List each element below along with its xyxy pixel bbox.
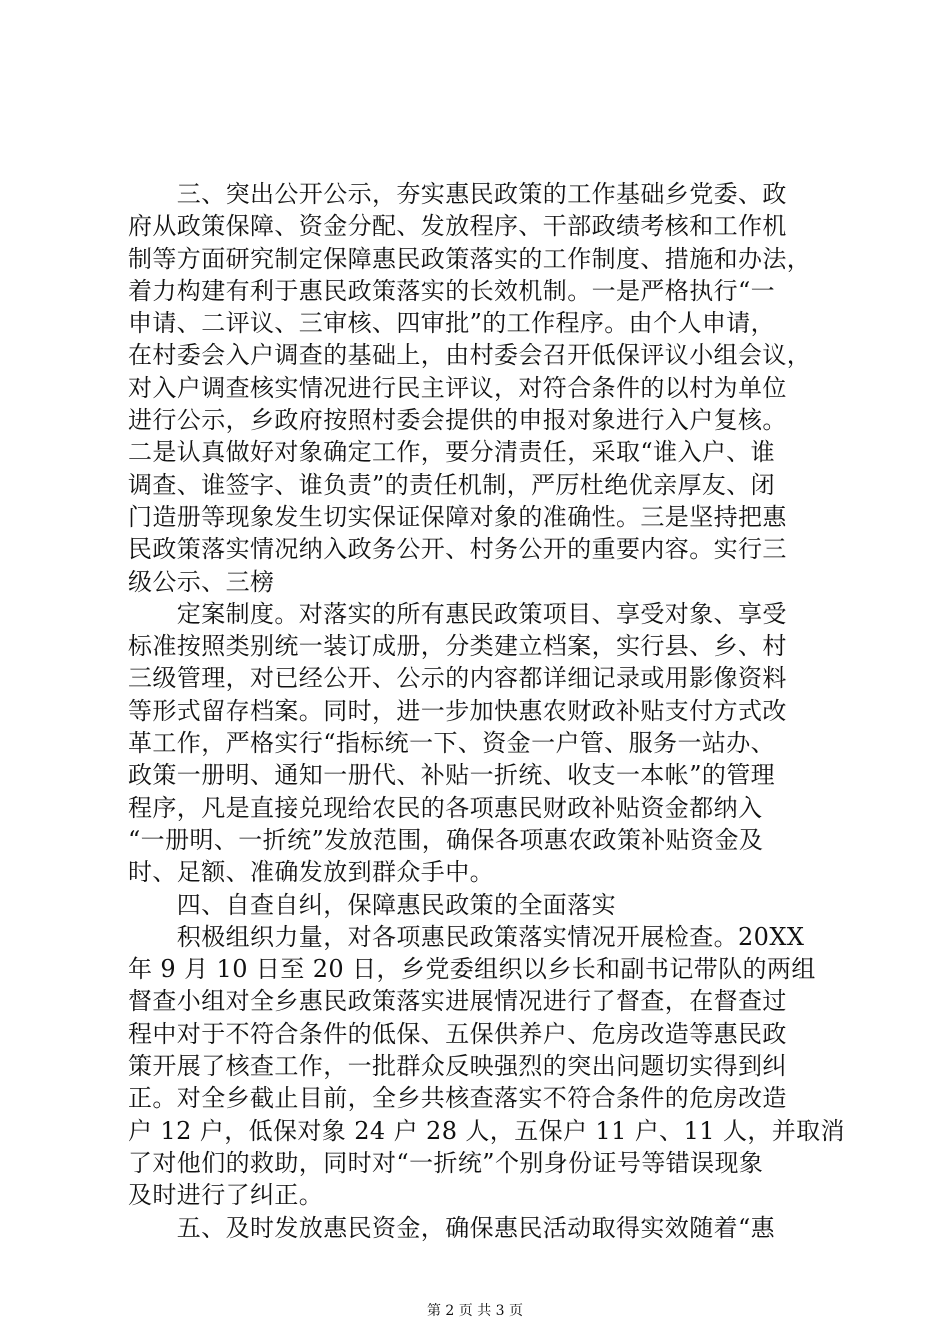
text-line: 革工作，严格实行“指标统一下、资金一户管、服务一站办、 — [128, 729, 776, 758]
text-line: 策开展了核查工作，一批群众反映强烈的突出问题切实得到纠 — [128, 1052, 787, 1081]
text-line: 制等方面研究制定保障惠民政策落实的工作制度、措施和办法， — [128, 244, 812, 273]
text-line: 进行公示，乡政府按照村委会提供的申报对象进行入户复核。 — [128, 406, 787, 435]
text-line: 五、及时发放惠民资金，确保惠民活动取得实效随着“惠 — [128, 1213, 776, 1242]
body-text — [128, 178, 845, 1244]
text-line: 积极组织力量，对各项惠民政策落实情况开展检查。20XX — [128, 922, 805, 951]
page-footer: 第 2 页 共 3 页 — [426, 1303, 524, 1319]
text-line: 时、足额、准确发放到群众手中。 — [128, 858, 494, 887]
text-line: 二是认真做好对象确定工作，要分清责任，采取“谁入户、谁 — [128, 438, 776, 467]
text-line: 府从政策保障、资金分配、发放程序、干部政绩考核和工作机 — [128, 212, 787, 241]
text-line: 及时进行了纠正。 — [128, 1181, 324, 1210]
text-line: 程序，凡是直接兑现给农民的各项惠民财政补贴资金都纳入 — [128, 793, 763, 822]
text-line: 在村委会入户调查的基础上，由村委会召开低保评议小组会议， — [128, 341, 812, 370]
text-line: 三、突出公开公示，夯实惠民政策的工作基础乡党委、政 — [128, 180, 787, 208]
text-line: 三级管理，对已经公开、公示的内容都详细记录或用影像资料 — [128, 664, 787, 693]
text-line: 等形式留存档案。同时，进一步加快惠农财政补贴支付方式改 — [128, 696, 787, 725]
text-line: 着力构建有利于惠民政策落实的长效机制。一是严格执行“一 — [128, 276, 776, 305]
text-line: 程中对于不符合条件的低保、五保供养户、危房改造等惠民政 — [128, 1019, 787, 1048]
text-line: 督查小组对全乡惠民政策落实进展情况进行了督查，在督查过 — [128, 987, 787, 1016]
text-line: 了对他们的救助，同时对“一折统”个别身份证号等错误现象 — [128, 1148, 764, 1177]
text-line: 民政策落实情况纳入政务公开、村务公开的重要内容。实行三 — [128, 535, 787, 564]
text-line: 年 9 月 10 日至 20 日，乡党委组织以乡长和副书记带队的两组 — [128, 955, 816, 984]
text-line: 四、自查自纠，保障惠民政策的全面落实 — [128, 890, 616, 919]
text-line: 调查、谁签字、谁负责”的责任机制，严厉杜绝优亲厚友、闭 — [128, 470, 776, 499]
text-line: “一册明、一折统”发放范围，确保各项惠农政策补贴资金及 — [128, 825, 764, 854]
text-line: 级公示、三榜 — [128, 567, 275, 596]
text-line: 户 12 户，低保对象 24 户 28 人，五保户 11 户、11 人，并取消 — [128, 1116, 845, 1145]
text-line: 对入户调查核实情况进行民主评议，对符合条件的以村为单位 — [128, 373, 787, 402]
text-line: 申请、二评议、三审核、四审批”的工作程序。由个人申请， — [128, 309, 776, 338]
text-line: 门造册等现象发生切实保证保障对象的准确性。三是坚持把惠 — [128, 502, 787, 531]
text-line: 定案制度。对落实的所有惠民政策项目、享受对象、享受 — [128, 599, 787, 628]
text-line: 标准按照类别统一装订成册，分类建立档案，实行县、乡、村 — [128, 632, 787, 661]
text-line: 政策一册明、通知一册代、补贴一折统、收支一本帐”的管理 — [128, 761, 776, 790]
text-line: 正。对全乡截止目前，全乡共核查落实不符合条件的危房改造 — [128, 1084, 787, 1113]
